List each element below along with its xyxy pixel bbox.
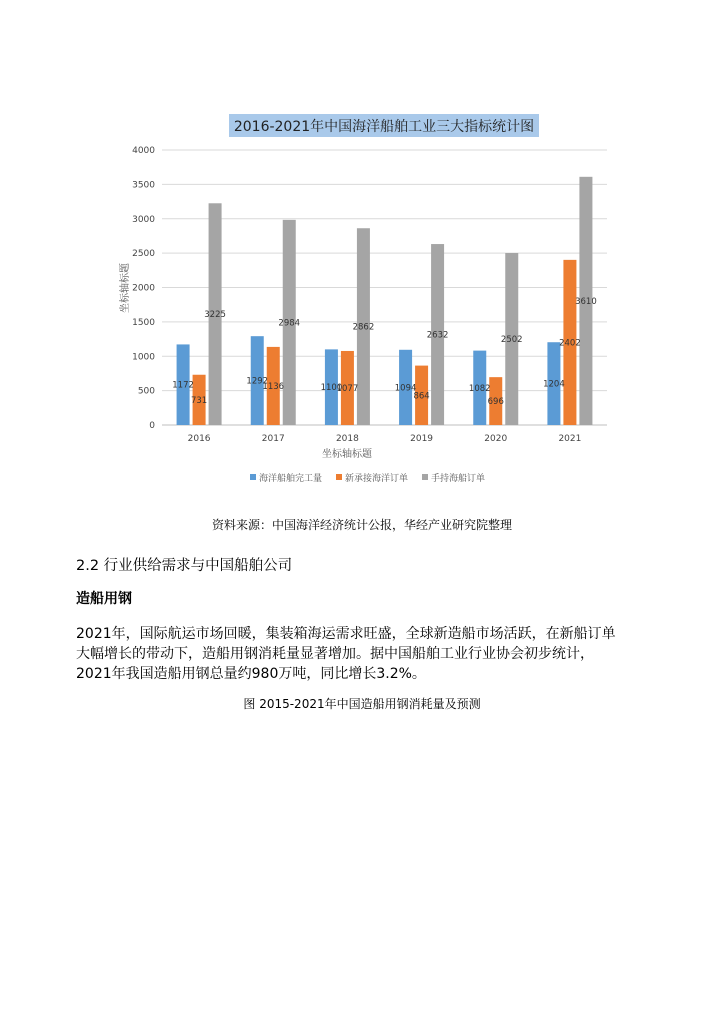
data-label: 2984 xyxy=(278,318,301,329)
y-axis-title: 坐标轴标题 xyxy=(120,263,131,313)
data-label: 1082 xyxy=(468,383,491,394)
data-label: 1172 xyxy=(172,380,194,391)
x-axis-title: 坐标轴标题 xyxy=(322,449,372,460)
data-label: 1094 xyxy=(394,383,417,394)
legend-label: 手持海船订单 xyxy=(431,474,486,484)
y-tick-label: 1500 xyxy=(132,317,155,328)
data-label: 1077 xyxy=(336,383,359,394)
y-tick-label: 4000 xyxy=(132,146,155,156)
legend-swatch xyxy=(336,474,342,480)
body-paragraph xyxy=(76,624,656,684)
y-tick-label: 3000 xyxy=(132,214,155,225)
data-label: 2632 xyxy=(426,330,449,341)
body-line: 2021年，国际航运市场回暖，集装箱海运需求旺盛，全球新造船市场活跃，在新船订单 xyxy=(76,626,616,642)
y-tick-label: 500 xyxy=(137,386,155,397)
y-tick-label: 2000 xyxy=(132,283,155,294)
data-label: 1100 xyxy=(320,383,343,394)
data-label: 1292 xyxy=(246,376,269,387)
legend-label: 海洋船舶完工量 xyxy=(259,474,323,484)
legend-swatch xyxy=(250,474,256,480)
data-label: 864 xyxy=(413,391,430,402)
data-label: 2402 xyxy=(559,338,581,349)
subheading: 造船用钢 xyxy=(76,591,132,607)
body-line: 2021年我国造船用钢总量约980万吨，同比增长3.2%。 xyxy=(76,666,426,682)
y-tick-label: 2500 xyxy=(132,249,155,260)
y-tick-label: 0 xyxy=(149,421,155,431)
body-line: 大幅增长的带动下，造船用钢消耗量显著增加。据中国船舶工业行业协会初步统计， xyxy=(76,646,594,662)
data-label: 3225 xyxy=(204,310,226,321)
legend-label: 新承接海洋订单 xyxy=(345,474,409,484)
data-label: 1204 xyxy=(543,379,565,390)
data-label: 731 xyxy=(190,395,208,406)
chart-title: 2016-2021年中国海洋船舶工业三大指标统计图 xyxy=(233,119,535,135)
x-tick-label: 2019 xyxy=(410,434,434,444)
x-tick-label: 2017 xyxy=(261,434,285,444)
data-label: 2502 xyxy=(500,334,523,345)
chart xyxy=(110,108,620,498)
y-tick-label: 3500 xyxy=(132,180,155,191)
data-label: 2862 xyxy=(352,322,375,333)
bar-chart xyxy=(110,108,620,498)
x-tick-label: 2016 xyxy=(187,434,211,444)
x-tick-label: 2020 xyxy=(484,434,508,444)
section-heading: 2.2 行业供给需求与中国船舶公司 xyxy=(76,558,293,574)
x-tick-label: 2021 xyxy=(558,434,582,444)
y-tick-label: 1000 xyxy=(132,352,155,363)
figure-caption: 图 2015-2021年中国造船用钢消耗量及预测 xyxy=(243,697,481,711)
data-label: 1136 xyxy=(262,381,285,392)
x-tick-label: 2018 xyxy=(335,434,359,444)
data-label: 696 xyxy=(487,397,504,408)
legend-swatch xyxy=(422,474,428,480)
data-label: 3610 xyxy=(575,296,597,307)
source-note: 资料来源：中国海洋经济统计公报，华经产业研究院整理 xyxy=(211,518,512,532)
